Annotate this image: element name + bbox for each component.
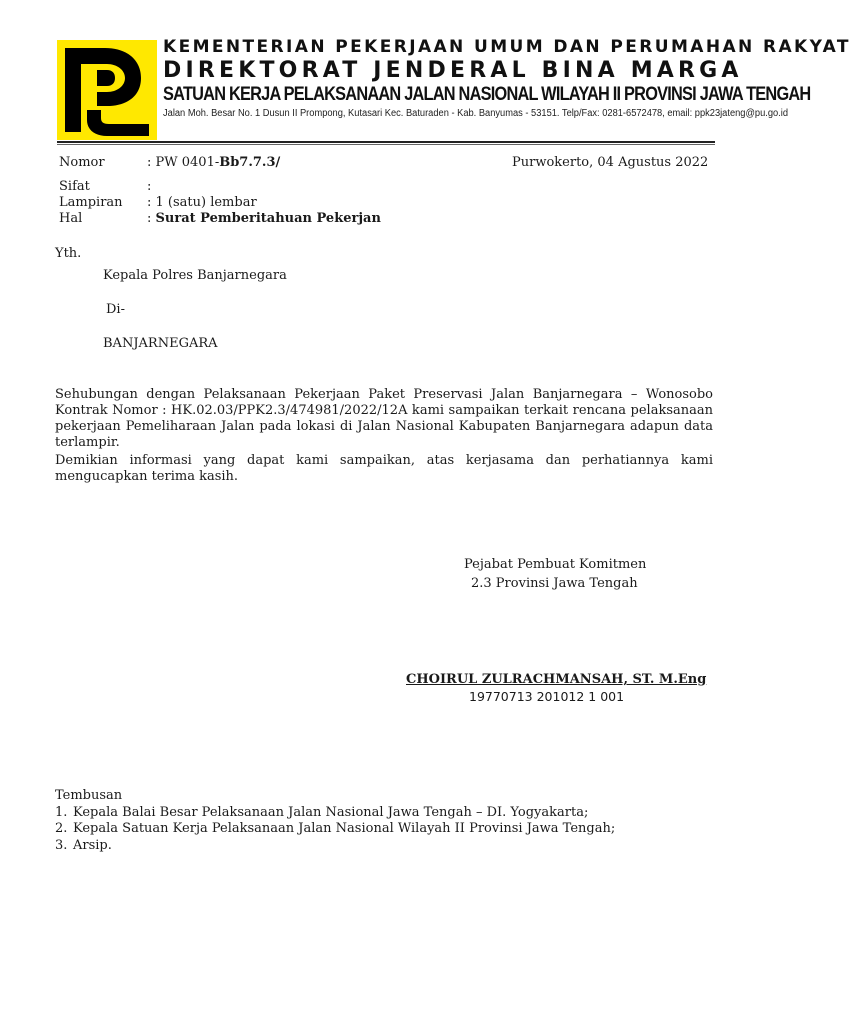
lampiran-label: Lampiran: [59, 195, 123, 210]
signer-position: Pejabat Pembuat Komitmen: [464, 557, 647, 572]
sifat-value: :: [147, 179, 152, 194]
body-paragraph-1: Sehubungan dengan Pelaksanaan Pekerjaan Paket Preservasi Jalan Banjarnegara – Wonosobo Kontrak Nomor : HK.02.03/PPK2.3/474981/2022/12A kami sampaikan terkait rencana pelaksanaan pekerjaan Pemeliharaan Jalan pada lokasi di Jalan Nasional Kabupaten Banjarnegara adapun data terlampir.: [55, 387, 713, 450]
lampiran-value: : 1 (satu) lembar: [147, 195, 257, 210]
ministry-name: KEMENTERIAN PEKERJAAN UMUM DAN PERUMAHAN RAKYAT: [163, 37, 851, 57]
tembusan-item: 3. Arsip.: [55, 838, 112, 853]
office-address: Jalan Moh. Besar No. 1 Dusun II Prompong, Kutasari Kec. Baturaden - Kab. Banyumas - 53151. Telp/Fax: 0281-6572478, email: ppk23jateng@pu.go.id: [163, 108, 789, 119]
recipient-name: Kepala Polres Banjarnegara: [103, 268, 287, 283]
greeting: Yth.: [55, 246, 82, 261]
hal-value: : Surat Pemberitahuan Pekerjan: [147, 211, 381, 226]
nomor-value: : PW 0401-Bb7.7.3/: [147, 155, 281, 170]
nomor-label: Nomor: [59, 155, 105, 170]
body-paragraph-2: Demikian informasi yang dapat kami sampaikan, atas kerjasama dan perhatiannya kami mengucapkan terima kasih.: [55, 453, 713, 484]
unit-name: SATUAN KERJA PELAKSANAAN JALAN NASIONAL WILAYAH II PROVINSI JAWA TENGAH: [163, 84, 811, 105]
sifat-label: Sifat: [59, 179, 90, 194]
signer-position-2: 2.3 Provinsi Jawa Tengah: [471, 576, 638, 591]
tembusan-title: Tembusan: [55, 788, 123, 803]
place-date: Purwokerto, 04 Agustus 2022: [512, 155, 709, 170]
signer-name: CHOIRUL ZULRACHMANSAH, ST. M.Eng: [406, 672, 707, 687]
letterhead-divider-thin: [57, 144, 715, 145]
tembusan-item: 1. Kepala Balai Besar Pelaksanaan Jalan Nasional Jawa Tengah – DI. Yogyakarta;: [55, 805, 589, 820]
directorate-name: DIREKTORAT JENDERAL BINA MARGA: [163, 58, 743, 83]
letterhead: [163, 37, 851, 119]
signer-nip: 19770713 201012 1 001: [469, 689, 625, 704]
hal-label: Hal: [59, 211, 83, 226]
recipient-di: Di-: [106, 302, 125, 317]
tembusan-item: 2. Kepala Satuan Kerja Pelaksanaan Jalan Nasional Wilayah II Provinsi Jawa Tengah;: [55, 821, 616, 836]
letterhead-divider: [57, 141, 715, 143]
recipient-city: BANJARNEGARA: [103, 336, 218, 351]
pupr-logo-icon: [57, 40, 157, 140]
